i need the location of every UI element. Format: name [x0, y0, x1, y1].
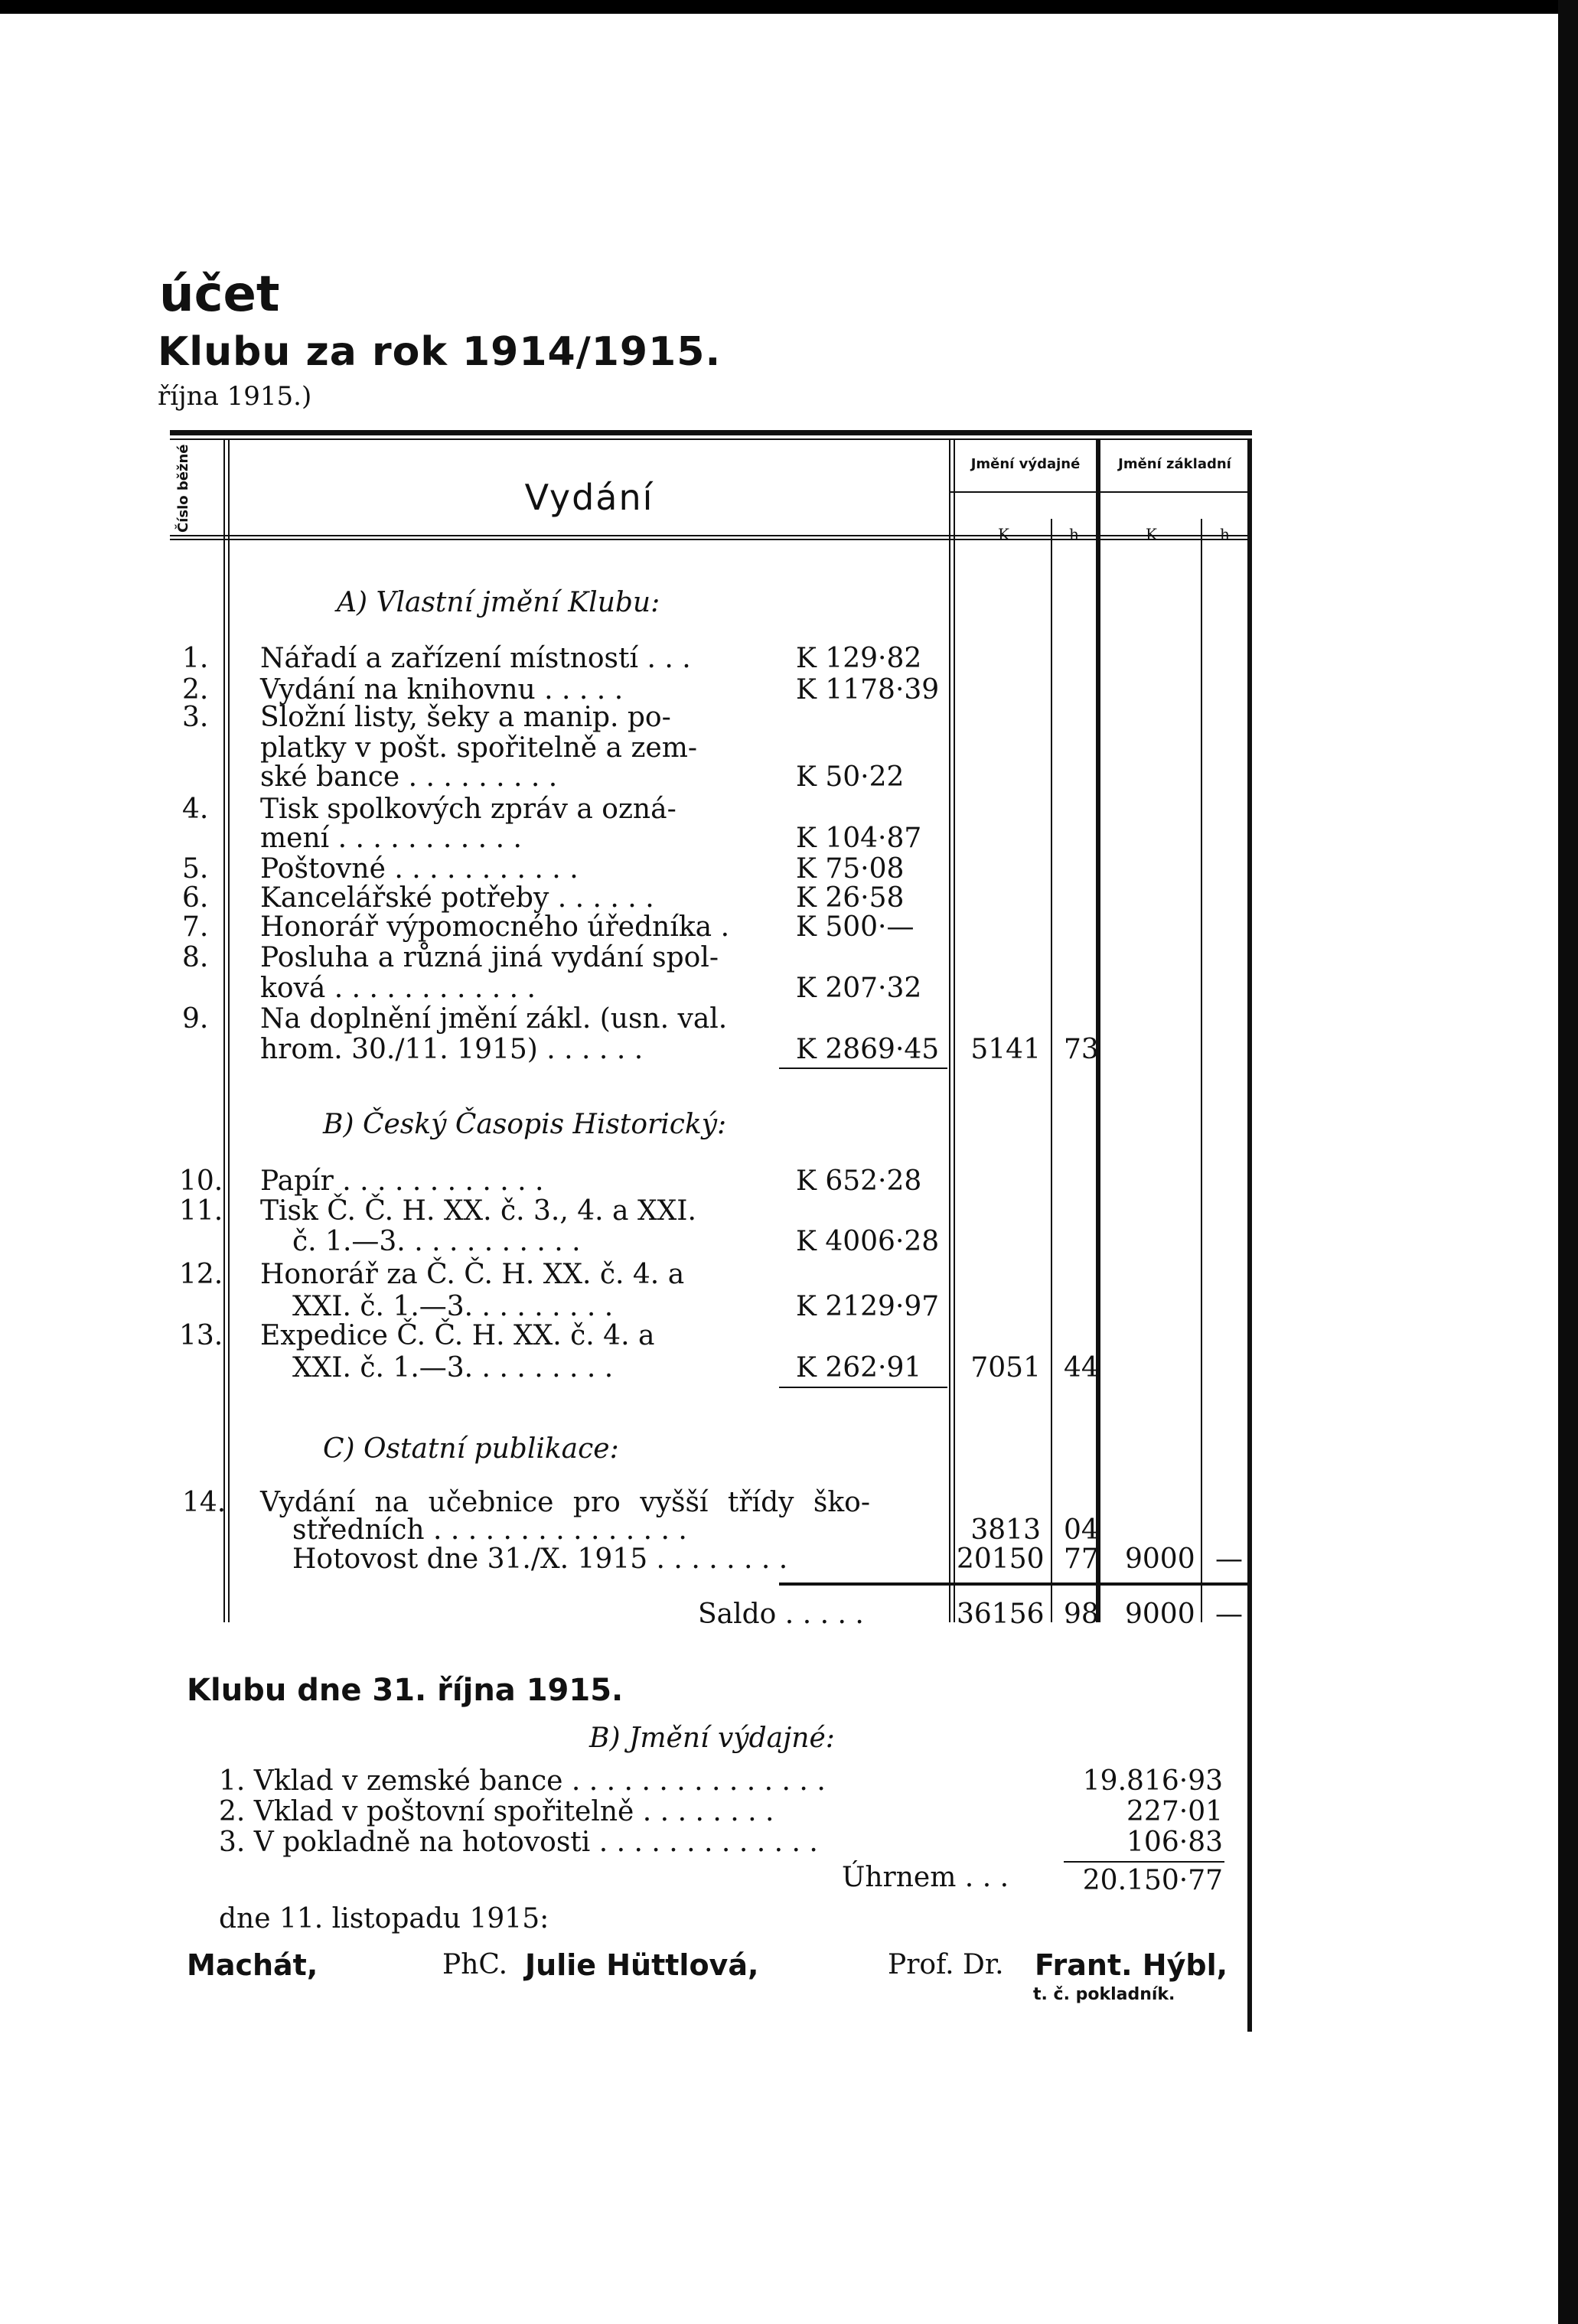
page-edge	[1558, 0, 1578, 2324]
row-number: 7.	[182, 911, 209, 943]
footer-heading: Klubu dne 31. října 1915.	[187, 1673, 624, 1708]
saldo-base-h: —	[1215, 1599, 1243, 1630]
cash-h: 77	[1064, 1543, 1099, 1575]
saldo-k: 36156	[957, 1599, 1045, 1630]
row-desc: Vydání na učebnice pro vyšší třídy ško-	[260, 1487, 871, 1518]
row-amount: K 262·91	[796, 1352, 922, 1384]
row-amount: K 652·28	[796, 1165, 922, 1197]
row-number: 10.	[179, 1165, 223, 1197]
date-line: dne 11. listopadu 1915:	[219, 1903, 549, 1934]
saldo-h: 98	[1064, 1599, 1099, 1630]
row-amount: K 2129·97	[796, 1291, 940, 1322]
document-page	[0, 14, 1558, 2324]
deposit-item: 2. Vklad v poštovní spořitelně . . . . . . . .	[219, 1796, 774, 1827]
row-desc: platky v pošt. spořitelně a zem-	[260, 732, 698, 764]
textbook-h: 04	[1064, 1514, 1099, 1546]
page-title: účet	[159, 266, 280, 323]
section-b-total-k: 7051	[970, 1352, 1041, 1384]
col-expense-assets-header: Jmění výdajné	[970, 456, 1081, 472]
row-desc: XXI. č. 1.—3. . . . . . . . .	[292, 1291, 614, 1322]
unit-h-header: h	[1220, 525, 1230, 543]
col-main-header: Vydání	[524, 477, 654, 518]
col-number-header: Číslo běžné	[175, 444, 191, 533]
dateline: října 1915.)	[158, 381, 312, 412]
row-amount: K 104·87	[796, 823, 922, 854]
row-number: 1.	[182, 643, 209, 674]
row-amount: K 207·32	[796, 973, 922, 1004]
unit-h-header: h	[1069, 525, 1079, 543]
cash-k: 20150	[957, 1543, 1045, 1575]
section-a-heading: A) Vlastní jmění Klubu:	[337, 587, 660, 618]
row-number: 12.	[179, 1259, 223, 1290]
row-desc: Tisk spolkových zpráv a ozná-	[260, 794, 677, 825]
row-amount: K 50·22	[796, 761, 905, 793]
signature-3-name: Frant. Hýbl,	[1035, 1948, 1228, 1982]
row-desc: č. 1.—3. . . . . . . . . . .	[292, 1226, 581, 1257]
saldo-label: Saldo . . . . .	[698, 1599, 864, 1630]
row-desc: Tisk Č. Č. H. XX. č. 3., 4. a XXI.	[260, 1195, 696, 1227]
row-desc: Expedice Č. Č. H. XX. č. 4. a	[260, 1320, 655, 1351]
row-desc: Papír . . . . . . . . . . . .	[260, 1165, 544, 1197]
row-desc: hrom. 30./11. 1915) . . . . . .	[260, 1034, 644, 1065]
signature-2-prefix: PhC.	[442, 1949, 508, 1980]
footer-subheading: B) Jmění výdajné:	[589, 1723, 835, 1754]
row-amount: K 26·58	[796, 882, 905, 914]
row-desc: Vydání na knihovnu . . . . .	[260, 674, 624, 706]
total-label: Úhrnem . . .	[842, 1862, 1009, 1893]
base-assets-k: 9000	[1125, 1543, 1195, 1575]
signature-2-name: Julie Hüttlová,	[525, 1948, 759, 1982]
row-desc: mení . . . . . . . . . . .	[260, 823, 522, 854]
row-desc: ské bance . . . . . . . . .	[260, 761, 558, 793]
section-c-heading: C) Ostatní publikace:	[323, 1433, 619, 1465]
row-number: 4.	[182, 794, 209, 825]
saldo-base-k: 9000	[1125, 1599, 1195, 1630]
row-number: 5.	[182, 853, 209, 885]
col-base-assets-header: Jmění základní	[1118, 456, 1231, 472]
row-desc: Nářadí a zařízení místností . . .	[260, 643, 691, 674]
row-desc: Poštovné . . . . . . . . . . .	[260, 853, 579, 885]
total-amount: 20.150·77	[1082, 1865, 1223, 1896]
row-number: 6.	[182, 882, 209, 914]
base-assets-h: —	[1215, 1543, 1243, 1575]
row-amount: K 1178·39	[796, 674, 940, 706]
row-desc: XXI. č. 1.—3. . . . . . . . .	[292, 1352, 614, 1384]
row-number: 14.	[182, 1487, 227, 1518]
row-desc: středních . . . . . . . . . . . . . . .	[292, 1514, 687, 1546]
row-desc: Honorář za Č. Č. H. XX. č. 4. a	[260, 1259, 685, 1290]
row-amount: K 2869·45	[796, 1034, 940, 1065]
section-a-total-k: 5141	[970, 1034, 1041, 1065]
row-desc: Honorář výpomocného úředníka .	[260, 911, 730, 943]
section-b-total-h: 44	[1064, 1352, 1099, 1384]
row-amount: K 75·08	[796, 853, 905, 885]
row-desc: Na doplnění jmění zákl. (usn. val.	[260, 1003, 728, 1035]
page-subtitle: Klubu za rok 1914/1915.	[158, 329, 722, 375]
section-a-total-h: 73	[1064, 1034, 1099, 1065]
cash-label: Hotovost dne 31./X. 1915 . . . . . . . .	[292, 1543, 788, 1575]
row-amount: K 129·82	[796, 643, 922, 674]
row-desc: Kancelářské potřeby . . . . . .	[260, 882, 654, 914]
signature-3-prefix: Prof. Dr.	[888, 1949, 1004, 1980]
deposit-amount: 19.816·93	[1082, 1765, 1223, 1797]
row-number: 13.	[179, 1320, 223, 1351]
row-number: 8.	[182, 942, 209, 973]
row-number: 9.	[182, 1003, 209, 1035]
unit-k-header: K	[998, 525, 1009, 543]
signature-3-role: t. č. pokladník.	[1033, 1985, 1175, 2004]
row-desc: Posluha a různá jiná vydání spol-	[260, 942, 719, 973]
section-b-heading: B) Český Časopis Historický:	[323, 1109, 727, 1140]
signature-1: Machát,	[187, 1948, 318, 1982]
row-amount: K 4006·28	[796, 1226, 940, 1257]
unit-k-header: K	[1146, 525, 1157, 543]
row-desc: Složní listy, šeky a manip. po-	[260, 702, 671, 733]
row-amount: K 500·—	[796, 911, 915, 943]
textbook-k: 3813	[970, 1514, 1041, 1546]
deposit-item: 1. Vklad v zemské bance . . . . . . . . . . . . . . .	[219, 1765, 826, 1797]
deposit-amount: 106·83	[1126, 1827, 1223, 1858]
deposit-item: 3. V pokladně na hotovosti . . . . . . . . . . . . .	[219, 1827, 818, 1858]
deposit-amount: 227·01	[1126, 1796, 1223, 1827]
row-number: 3.	[182, 702, 209, 733]
row-number: 2.	[182, 674, 209, 706]
row-number: 11.	[179, 1195, 223, 1227]
row-desc: ková . . . . . . . . . . . .	[260, 973, 536, 1004]
